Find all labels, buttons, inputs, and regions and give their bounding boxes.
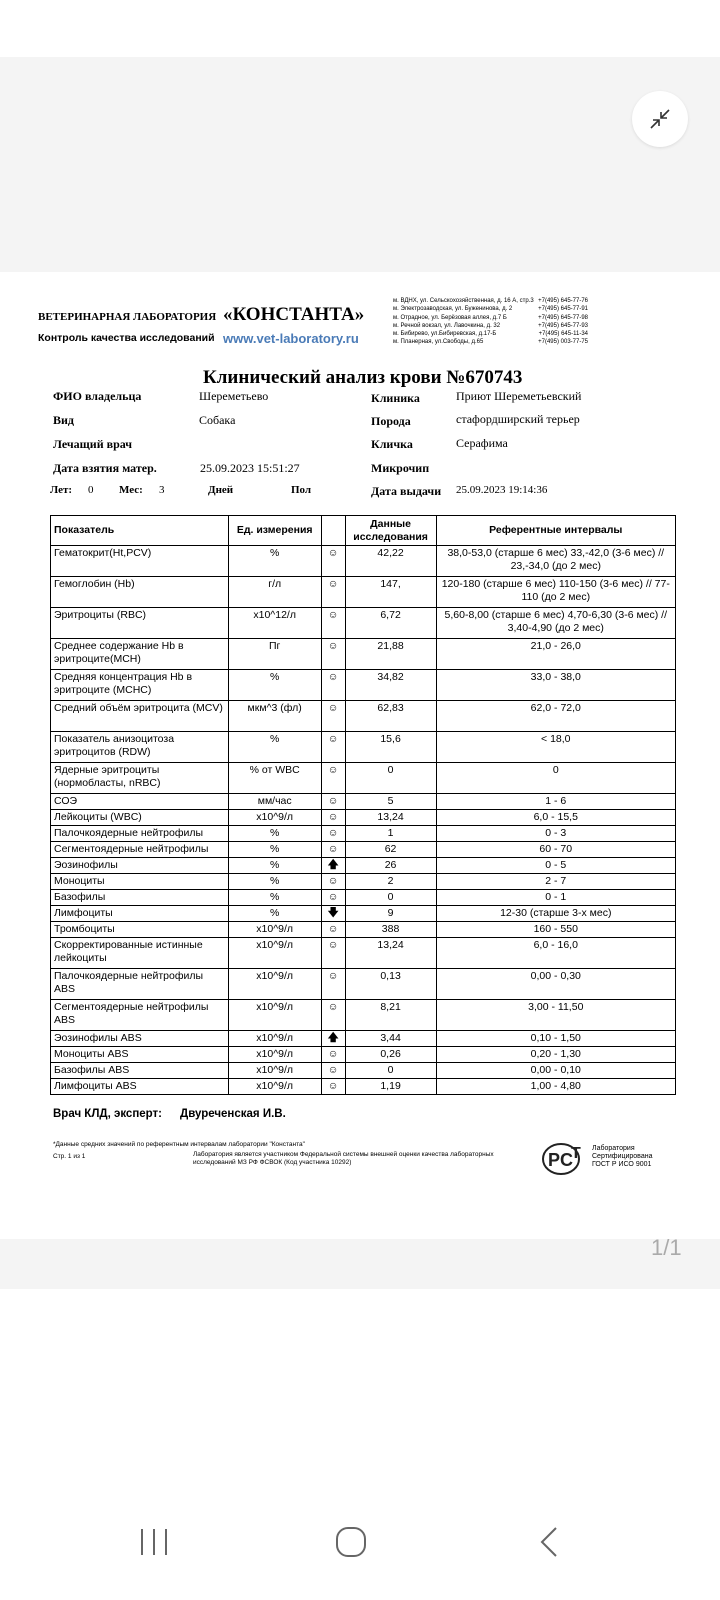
indicator-cell: Лимфоциты ABS [51,1079,229,1095]
unit-cell: % [228,906,321,922]
page-count: Стр. 1 из 1 [53,1153,86,1160]
value-cell: 62,83 [345,701,436,732]
sample-date-value: 25.09.2023 15:51:27 [200,461,300,475]
flag-icon: ☺ [321,1000,345,1031]
value-cell: 1 [345,826,436,842]
months-label: Мес: [119,484,143,496]
flag-icon: ☺ [321,577,345,608]
reference-cell: 5,60-8,00 (старше 6 мес) 4,70-6,30 (3-6 мес) // 3,40-4,90 (до 2 мес) [436,608,675,639]
col-reference: Референтные интервалы [436,516,675,546]
unit-cell: х10^9/л [228,810,321,826]
table-row [51,1047,676,1063]
reference-cell: 0,10 - 1,50 [436,1031,675,1047]
value-cell: 0 [345,890,436,906]
col-indicator: Показатель [51,516,229,546]
table-row [51,794,676,810]
table-row [51,842,676,858]
flag-icon: 🡇 [321,906,345,922]
unit-cell: х10^9/л [228,969,321,1000]
owner-label: ФИО владельца [53,389,142,403]
table-row [51,906,676,922]
indicator-cell: Лимфоциты [51,906,229,922]
indicator-cell: Эозинофилы ABS [51,1031,229,1047]
breed-label: Порода [371,414,411,428]
years-value: 0 [88,484,94,496]
flag-icon: 🡅 [321,858,345,874]
indicator-cell: Эозинофилы [51,858,229,874]
certification-text: Лаборатория Сертифицирована ГОСТ Р ИСО 9001 [592,1145,653,1168]
table-row [51,890,676,906]
table-row [51,670,676,701]
reference-cell: 38,0-53,0 (старше 6 мес) 33,-42,0 (3-6 мес) // 23,-34,0 (до 2 мес) [436,546,675,577]
unit-cell: % [228,732,321,763]
table-row [51,546,676,577]
flag-icon: ☺ [321,546,345,577]
clinic-label: Клиника [371,391,420,405]
unit-cell: % [228,874,321,890]
page-indicator: 1/1 [651,1235,682,1260]
table-row [51,1079,676,1095]
status-bar [0,0,720,57]
flag-icon: ☺ [321,701,345,732]
indicator-cell: Моноциты [51,874,229,890]
reference-cell: 0,00 - 0,30 [436,969,675,1000]
lab-prefix: ВЕТЕРИНАРНАЯ ЛАБОРАТОРИЯ [38,311,217,323]
unit-cell: х10^9/л [228,1031,321,1047]
table-row [51,577,676,608]
reference-cell: 6,0 - 16,0 [436,938,675,969]
lab-phones: +7(495) 645-77-76 +7(495) 645-77-91 +7(495) 645-77-98 +7(495) 645-77-93 +7(495) 645-11-34 +7(495) 003-77-75 [538,298,588,346]
table-row [51,969,676,1000]
flag-icon: ☺ [321,1047,345,1063]
participation-note: Лаборатория является участником Федеральной системы внешней оценки качества лабораторных исследований МЗ РФ ФСВОК (Код участника 10292) [193,1151,494,1166]
navigation-bar [0,1289,720,1600]
table-row [51,1031,676,1047]
unit-cell: мм/час [228,794,321,810]
flag-icon: 🡅 [321,1031,345,1047]
unit-cell: % [228,890,321,906]
unit-cell: мкм^3 (фл) [228,701,321,732]
reference-cell: 0,20 - 1,30 [436,1047,675,1063]
flag-icon: ☺ [321,938,345,969]
indicator-cell: Базофилы [51,890,229,906]
reference-cell: 1,00 - 4,80 [436,1079,675,1095]
reference-cell: 160 - 550 [436,922,675,938]
indicator-cell: Скорректированные истинные лейкоциты [51,938,229,969]
reference-cell: < 18,0 [436,732,675,763]
reference-cell: 62,0 - 72,0 [436,701,675,732]
lab-name: «КОНСТАНТА» [223,304,365,325]
sex-label: Пол [291,484,312,496]
flag-icon: ☺ [321,874,345,890]
reference-cell: 0 - 1 [436,890,675,906]
value-cell: 42,22 [345,546,436,577]
unit-cell: % [228,826,321,842]
indicator-cell: Среднее содержание Hb в эритроците(MCH) [51,639,229,670]
flag-icon: ☺ [321,1063,345,1079]
certification-logo [541,1142,589,1176]
flag-icon: ☺ [321,670,345,701]
table-row [51,639,676,670]
unit-cell: х10^12/л [228,608,321,639]
reference-cell: 21,0 - 26,0 [436,639,675,670]
results-table [50,515,676,1095]
reference-cell: 33,0 - 38,0 [436,670,675,701]
table-row [51,763,676,794]
table-row [51,732,676,763]
table-row [51,810,676,826]
flag-icon: ☺ [321,826,345,842]
value-cell: 15,6 [345,732,436,763]
expert-label: Врач КЛД, эксперт: [53,1108,163,1120]
table-header [51,516,676,546]
reference-cell: 0 [436,763,675,794]
species-value: Собака [199,413,236,427]
reference-cell: 60 - 70 [436,842,675,858]
breed-value: стафордширский терьер [456,412,580,426]
lab-website[interactable]: www.vet-laboratory.ru [223,331,359,346]
value-cell: 34,82 [345,670,436,701]
reference-note: *Данные средних значений по референтным интервалам лаборатории "Константа" [53,1141,305,1148]
flag-icon: ☺ [321,794,345,810]
indicator-cell: Эритроциты (RBC) [51,608,229,639]
table-row [51,874,676,890]
col-flag [321,516,345,546]
table-row [51,608,676,639]
unit-cell: х10^9/л [228,1063,321,1079]
value-cell: 3,44 [345,1031,436,1047]
unit-cell: х10^9/л [228,1000,321,1031]
lab-addresses: м. ВДНХ, ул. Сельскохозяйственная, д. 16 А, стр.3 м. Электрозаводская, ул. Буженинова, д. 2 м. Отрадное, ул. Берёзовая аллея, д.7 Б м. Речной вокзал, ул. Лавочкина, д. 32 м. Бибирево, ул.Бибиревская, д.17-Б м. Планерная, ул.Свободы, д.65 [393,298,534,346]
sample-date-label: Дата взятия матер. [53,461,157,475]
name-value: Серафима [456,436,508,450]
indicator-cell: Показатель анизоцитоза эритроцитов (RDW) [51,732,229,763]
reference-cell: 0 - 3 [436,826,675,842]
value-cell: 9 [345,906,436,922]
value-cell: 62 [345,842,436,858]
exit-fullscreen-button[interactable] [632,91,688,147]
lab-subtitle: Контроль качества исследований [38,332,215,344]
unit-cell: % [228,858,321,874]
flag-icon: ☺ [321,732,345,763]
reference-cell: 2 - 7 [436,874,675,890]
table-row [51,701,676,732]
expert-name: Двуреченская И.В. [180,1108,286,1120]
value-cell: 1,19 [345,1079,436,1095]
indicator-cell: Палочкоядерные нейтрофилы ABS [51,969,229,1000]
indicator-cell: Сегментоядерные нейтрофилы [51,842,229,858]
indicator-cell: Лейкоциты (WBC) [51,810,229,826]
value-cell: 26 [345,858,436,874]
back-icon[interactable] [538,1525,560,1559]
table-row [51,922,676,938]
unit-cell: % [228,546,321,577]
col-value: Данные исследования [345,516,436,546]
clinic-value: Приют Шереметьевский [456,389,582,403]
home-icon[interactable] [334,1525,368,1559]
indicator-cell: Гемоглобин (Hb) [51,577,229,608]
flag-icon: ☺ [321,1079,345,1095]
value-cell: 8,21 [345,1000,436,1031]
reference-cell: 6,0 - 15,5 [436,810,675,826]
table-row [51,826,676,842]
unit-cell: г/л [228,577,321,608]
table-row [51,858,676,874]
flag-icon: ☺ [321,969,345,1000]
owner-value: Шереметьево [199,389,269,403]
flag-icon: ☺ [321,639,345,670]
indicator-cell: Палочкоядерные нейтрофилы [51,826,229,842]
reference-cell: 0,00 - 0,10 [436,1063,675,1079]
unit-cell: % от WBC [228,763,321,794]
table-row [51,1000,676,1031]
issue-date-label: Дата выдачи [371,484,442,498]
value-cell: 147, [345,577,436,608]
recent-apps-icon[interactable] [138,1527,170,1557]
table-row [51,938,676,969]
species-label: Вид [53,413,74,427]
value-cell: 21,88 [345,639,436,670]
flag-icon: ☺ [321,890,345,906]
collapse-icon [649,108,671,130]
flag-icon: ☺ [321,810,345,826]
indicator-cell: Сегментоядерные нейтрофилы ABS [51,1000,229,1031]
svg-text:PC: PC [548,1150,574,1170]
doctor-label: Лечащий врач [53,437,133,451]
value-cell: 0,13 [345,969,436,1000]
days-label: Дней [208,484,234,496]
unit-cell: х10^9/л [228,938,321,969]
unit-cell: х10^9/л [228,922,321,938]
unit-cell: х10^9/л [228,1079,321,1095]
value-cell: 6,72 [345,608,436,639]
name-label: Кличка [371,437,413,451]
value-cell: 5 [345,794,436,810]
col-unit: Ед. измерения [228,516,321,546]
years-label: Лет: [50,484,73,496]
indicator-cell: Средний объём эритроцита (MCV) [51,701,229,732]
value-cell: 0 [345,763,436,794]
indicator-cell: СОЭ [51,794,229,810]
value-cell: 388 [345,922,436,938]
value-cell: 2 [345,874,436,890]
unit-cell: % [228,842,321,858]
svg-text:T: T [571,1145,581,1162]
indicator-cell: Моноциты ABS [51,1047,229,1063]
unit-cell: Пг [228,639,321,670]
unit-cell: х10^9/л [228,1047,321,1063]
indicator-cell: Базофилы ABS [51,1063,229,1079]
reference-cell: 12-30 (старше 3-х мес) [436,906,675,922]
value-cell: 0,26 [345,1047,436,1063]
indicator-cell: Средняя концентрация Hb в эритроците (MCHC) [51,670,229,701]
reference-cell: 120-180 (старше 6 мес) 110-150 (3-6 мес) // 77-110 (до 2 мес) [436,577,675,608]
indicator-cell: Гематокрит(Ht,PCV) [51,546,229,577]
flag-icon: ☺ [321,842,345,858]
unit-cell: % [228,670,321,701]
flag-icon: ☺ [321,608,345,639]
value-cell: 13,24 [345,938,436,969]
report-title: Клинический анализ крови №670743 [203,367,523,388]
chip-label: Микрочип [371,461,430,475]
indicator-cell: Ядерные эритроциты (нормобласты, nRBC) [51,763,229,794]
value-cell: 13,24 [345,810,436,826]
issue-date-value: 25.09.2023 19:14:36 [456,484,548,496]
flag-icon: ☺ [321,922,345,938]
months-value: 3 [159,484,165,496]
value-cell: 0 [345,1063,436,1079]
reference-cell: 1 - 6 [436,794,675,810]
reference-cell: 3,00 - 11,50 [436,1000,675,1031]
reference-cell: 0 - 5 [436,858,675,874]
indicator-cell: Тромбоциты [51,922,229,938]
flag-icon: ☺ [321,763,345,794]
table-row [51,1063,676,1079]
